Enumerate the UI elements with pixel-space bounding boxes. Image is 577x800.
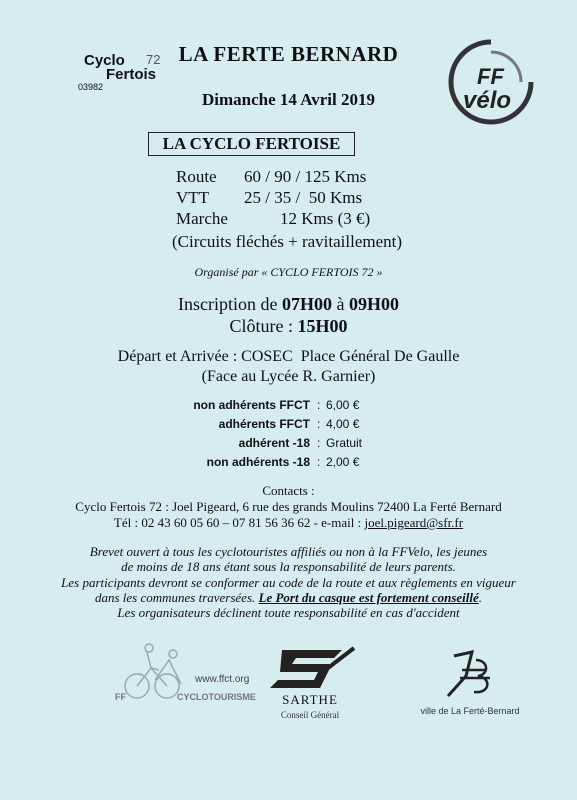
ffvelo-ff: FF	[477, 64, 504, 89]
sarthe-name: SARTHE	[282, 692, 338, 707]
logo-word-fertois: Fertois	[106, 66, 157, 83]
price-value: Gratuit	[326, 436, 363, 450]
helmet-advice: Le Port du casque est fortement conseillé	[258, 590, 479, 605]
contacts-heading: Contacts :	[262, 483, 315, 498]
info-line-3: Les participants devront se conformer au code de la route et aux règlements en vigueur	[61, 575, 516, 590]
info-line-4	[0, 590, 577, 606]
ffct-url: www.ffct.org	[195, 674, 250, 685]
inscription-start: 07H00	[281, 294, 332, 314]
info-line-2: de moins de 18 ans étant sous la responsabilité de leurs parents.	[121, 559, 456, 574]
logo-number: 72	[146, 52, 161, 67]
distance-row-marche	[176, 208, 476, 229]
ffct-logo	[115, 640, 256, 720]
inscription-prefix: Inscription de	[177, 294, 282, 314]
price-table	[180, 398, 440, 474]
contact-phone-email	[0, 515, 577, 531]
price-value: 2,00 €	[326, 455, 360, 469]
ffct-ff: FF	[115, 692, 126, 702]
sarthe-subtitle: Conseil Général	[280, 710, 340, 720]
info-line-5: Les organisateurs déclinent toute responsabilité en cas d'accident	[117, 605, 460, 620]
contact-email-link[interactable]: joel.pigeard@sfr.fr	[364, 515, 464, 530]
price-row: non adhérents -18 : 2,00 €	[206, 455, 360, 469]
location-note: (Face au Lycée R. Garnier)	[201, 368, 376, 385]
depart-line: Départ et Arrivée : COSEC Place Général De Gaulle	[117, 348, 460, 365]
inscription-mid: à	[331, 294, 349, 314]
distance-label: VTT	[176, 188, 210, 207]
price-label: adhérent -18	[238, 436, 310, 450]
logo-word-cyclo: Cyclo	[84, 52, 125, 69]
distance-label: Route	[176, 167, 217, 186]
distance-value: 60 / 90 / 125 Kms	[244, 167, 367, 186]
distance-row-vtt	[176, 187, 476, 208]
contact-phone: Tél : 02 43 60 05 60 – 07 81 56 36 62 - e-mail :	[113, 515, 365, 530]
price-value: 4,00 €	[326, 417, 360, 431]
price-label: non adhérents -18	[206, 455, 310, 469]
sarthe-logo	[262, 644, 362, 734]
distance-value: 12 Kms (3 €)	[280, 209, 371, 228]
info-line-1: Brevet ouvert à tous les cyclotouristes affiliés ou non à la FFVelo, les jeunes	[89, 544, 488, 559]
distances-block	[176, 166, 476, 229]
ville-logo	[410, 646, 530, 726]
info-line-4-prefix: dans les communes traversées.	[94, 590, 259, 605]
price-row: non adhérents FFCT : 6,00 €	[193, 398, 360, 412]
circuits-note: (Circuits fléchés + ravitaillement)	[172, 232, 403, 251]
price-label: non adhérents FFCT	[193, 398, 310, 412]
cloture-line	[0, 316, 577, 337]
price-row: adhérent -18 : Gratuit	[238, 436, 363, 450]
inscription-end: 09H00	[348, 294, 399, 314]
contact-address: Cyclo Fertois 72 : Joel Pigeard, 6 rue des grands Moulins 72400 La Ferté Bernard	[75, 499, 502, 514]
event-date: Dimanche 14 Avril 2019	[202, 90, 375, 109]
event-name-box: LA CYCLO FERTOISE	[148, 132, 355, 156]
distance-label: Marche	[176, 209, 228, 228]
inscription-line	[0, 294, 577, 315]
logo-club-code: 03982	[78, 82, 104, 92]
cloture-prefix: Clôture :	[229, 316, 298, 336]
page-title: LA FERTE BERNARD	[178, 42, 399, 66]
distance-row-route	[176, 166, 476, 187]
distance-value: 25 / 35 / 50 Kms	[244, 188, 363, 207]
price-label: adhérents FFCT	[218, 417, 310, 431]
price-row: adhérents FFCT : 4,00 €	[218, 417, 360, 431]
organiser-line: Organisé par « CYCLO FERTOIS 72 »	[194, 265, 383, 279]
price-value: 6,00 €	[326, 398, 360, 412]
cloture-time: 15H00	[297, 316, 348, 336]
ffct-name: CYCLOTOURISME	[177, 692, 256, 702]
info-line-4-suffix: .	[478, 590, 483, 605]
ffvelo-logo	[447, 38, 535, 126]
ville-name: ville de La Ferté-Bernard	[420, 706, 520, 716]
ffvelo-velo: vélo	[463, 87, 512, 114]
